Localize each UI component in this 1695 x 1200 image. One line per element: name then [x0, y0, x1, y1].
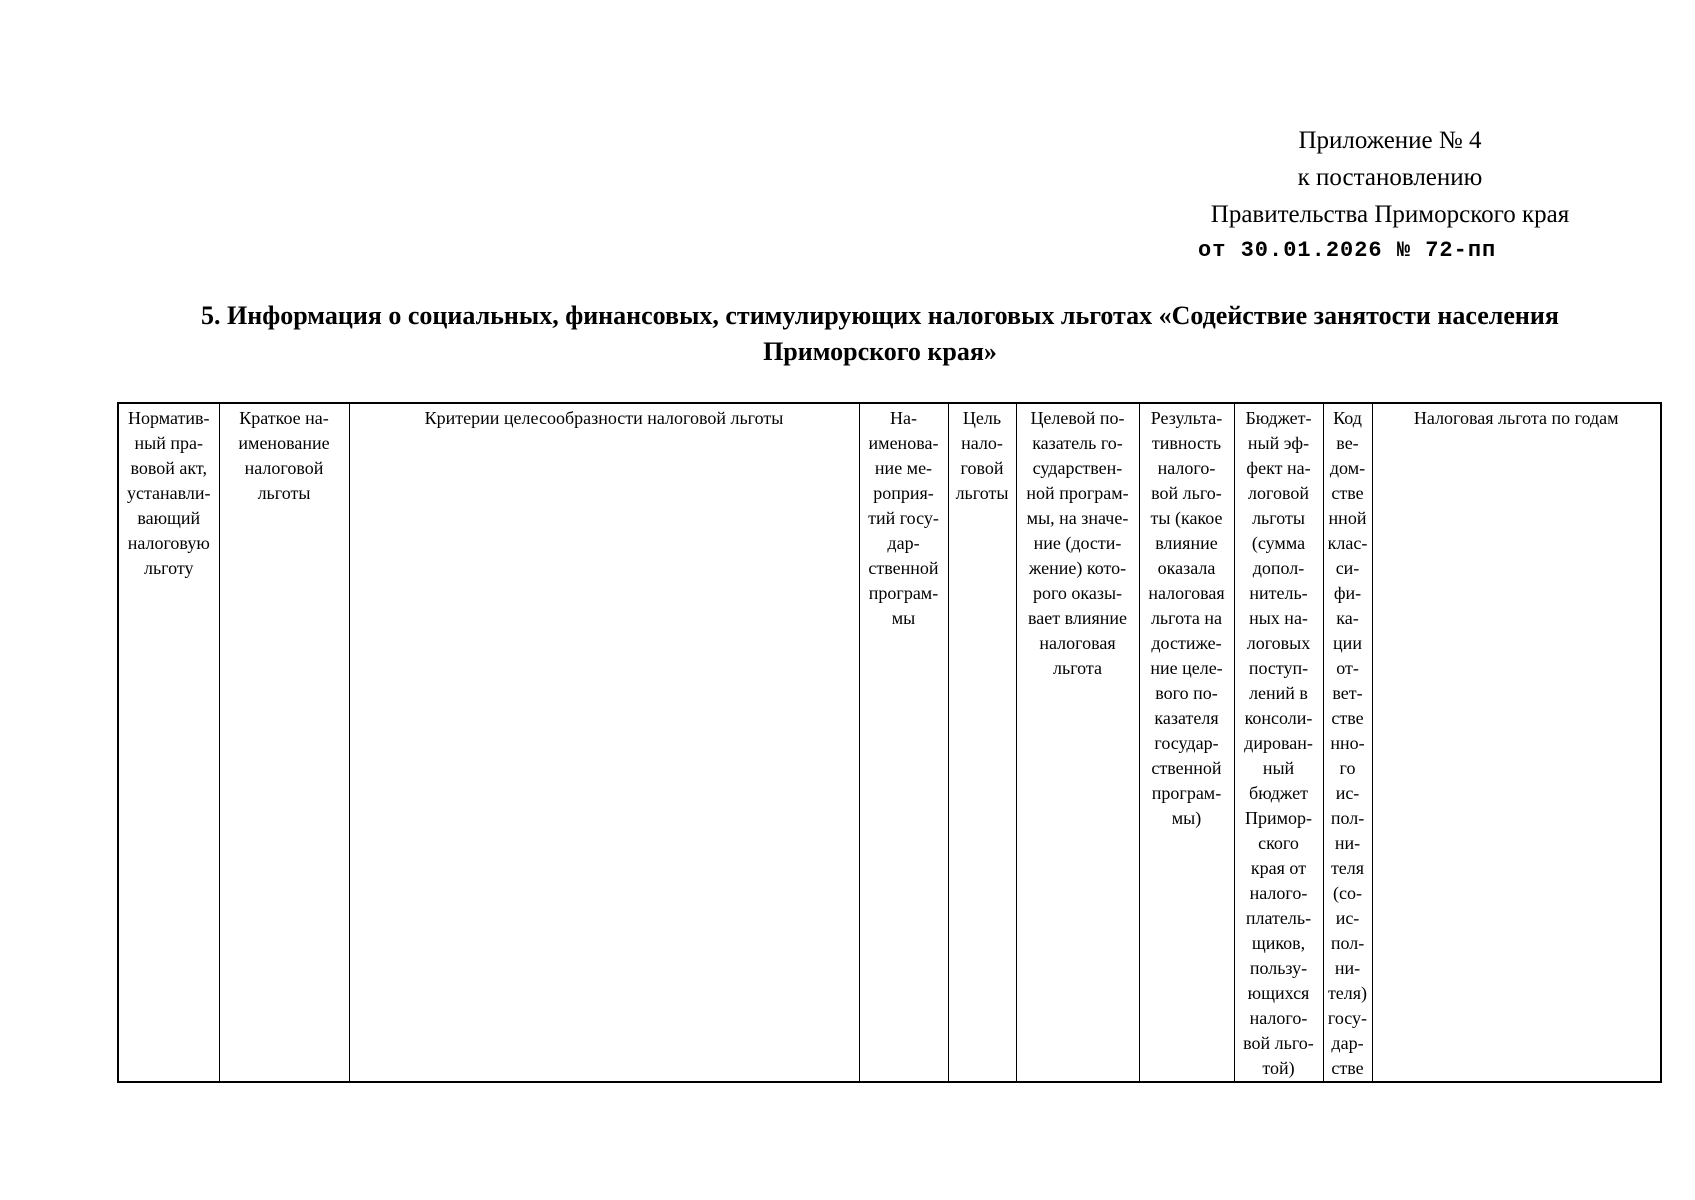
header-text-line: ственной — [1151, 758, 1222, 778]
header-text-line: си- — [1335, 558, 1360, 578]
header-text-line: мы) — [1171, 808, 1202, 828]
header-text-line: ского — [1258, 833, 1299, 853]
header-text-line: нной — [1328, 508, 1367, 528]
header-text-line: вает влияние — [1027, 608, 1128, 628]
header-text-line: влияние — [1155, 533, 1218, 553]
header-text-line: дар- — [887, 533, 920, 553]
header-text-line: платель- — [1245, 908, 1312, 928]
header-text-line: поступ- — [1248, 658, 1309, 678]
header-text-line: стве — [1331, 1058, 1364, 1078]
header-text-line: фект на- — [1246, 458, 1311, 478]
header-text-line: вой льго- — [1243, 1033, 1314, 1053]
header-text-line: налоговую — [127, 533, 210, 553]
header-text-line: налоговой — [244, 458, 324, 478]
header-text-line: ка- — [1336, 608, 1359, 628]
header-text-line: Налоговая льгота по годам — [1413, 408, 1619, 428]
col-criteria — [349, 403, 859, 1082]
header-text-line: Цель — [962, 408, 1002, 428]
col-program-measures — [859, 403, 948, 1082]
header-text-line: дом- — [1329, 458, 1366, 478]
header-text-line: жение) кото- — [1028, 558, 1127, 578]
title-line-2: Приморского края» — [763, 337, 997, 366]
header-text-line: програм- — [1151, 783, 1222, 803]
header-text-line: теля — [1330, 858, 1365, 878]
header-text-line: ственной — [868, 558, 939, 578]
header-text-line: Целевой по- — [1030, 408, 1125, 428]
header-text-line: казателя — [1154, 708, 1219, 728]
header-text-line: роприя- — [873, 483, 934, 503]
title-line-1: 5. Информация о социальных, финансовых, стимулирующих налоговых льготах «Содействие занятости населения — [201, 301, 1559, 330]
header-text-line: бюджет — [1249, 783, 1308, 803]
header-text-line: ный пра- — [134, 433, 203, 453]
header-text-line: Результа- — [1150, 408, 1223, 428]
header-text-line: Код — [1333, 408, 1362, 428]
header-text-line: лений в — [1249, 683, 1308, 703]
header-text-line: льготы — [955, 483, 1009, 503]
header-text-line: государ- — [1154, 733, 1219, 753]
header-text-line: госу- — [1327, 1008, 1368, 1028]
header-text-line: той) — [1262, 1058, 1295, 1078]
header-text-line: налого- — [1157, 458, 1216, 478]
header-text-line: ис- — [1335, 908, 1360, 928]
header-text-line: казатель го- — [1032, 433, 1123, 453]
header-text-line: ты (какое — [1150, 508, 1223, 528]
decree-date-number: от 30.01.2026 № 72-пп — [1198, 238, 1497, 263]
header-text-line: пол- — [1330, 808, 1365, 828]
header-text-line: стве — [1331, 483, 1364, 503]
header-text-line: льгота — [1053, 658, 1102, 678]
header-text-line: допол- — [1252, 558, 1305, 578]
header-text-line: фи- — [1333, 583, 1362, 603]
header-text-line: именова- — [868, 433, 939, 453]
header-text-line: Примор- — [1244, 808, 1313, 828]
header-text-line: Бюджет- — [1245, 408, 1312, 428]
header-text-line: мы, на значе- — [1026, 508, 1129, 528]
header-text-line: вет- — [1332, 683, 1363, 703]
header-text-line: льготы — [1252, 508, 1305, 528]
header-text-line: дирован- — [1244, 733, 1313, 753]
header-text-line: ни- — [1334, 833, 1361, 853]
header-text-line: налоговая — [1148, 583, 1225, 603]
header-text-line: нало- — [961, 433, 1003, 453]
header-text-line: оказала — [1157, 558, 1216, 578]
header-text-line: от- — [1336, 658, 1359, 678]
header-text-line: вовой акт, — [130, 458, 207, 478]
appendix-line: к постановлению — [1297, 164, 1483, 191]
header-text-line: налого- — [1249, 883, 1308, 903]
header-text-line: Краткое на- — [239, 408, 329, 428]
header-text-line: ции — [1333, 633, 1362, 653]
header-text-line: Критерии целесообразности налоговой льготы — [424, 408, 784, 428]
header-text-line: клас- — [1327, 533, 1368, 553]
header-text-line: стве — [1331, 708, 1364, 728]
header-text-line: налоговая — [1039, 633, 1116, 653]
header-text-line: ный — [1262, 758, 1295, 778]
document-title — [100, 298, 1660, 370]
header-text-line: налого- — [1249, 1008, 1308, 1028]
header-text-line: ние целе- — [1150, 658, 1223, 678]
col-benefit-goal — [948, 403, 1016, 1082]
tax-benefits-table — [117, 402, 1662, 1083]
header-text-line: именование — [238, 433, 330, 453]
header-text-line: льготы — [257, 483, 311, 503]
header-text-line: пользу- — [1249, 958, 1308, 978]
header-text-line: ис- — [1335, 783, 1360, 803]
header-text-line: ных на- — [1249, 608, 1308, 628]
col-benefit-by-year — [1372, 403, 1661, 1082]
header-text-line: логовых — [1246, 633, 1311, 653]
col-normative-act — [118, 403, 219, 1082]
header-text-line: говой — [960, 458, 1004, 478]
header-text-line: дар- — [1331, 1033, 1364, 1053]
table-header-row — [118, 403, 1661, 1082]
header-text-line: ве- — [1336, 433, 1359, 453]
header-text-line: ющихся — [1247, 983, 1310, 1003]
header-text-line: льгота на — [1150, 608, 1223, 628]
header-text-line: устанавли- — [126, 483, 211, 503]
header-text-line: края от — [1250, 858, 1307, 878]
header-text-line: пол- — [1330, 933, 1365, 953]
col-benefit-name — [219, 403, 349, 1082]
header-text-line: го — [1339, 758, 1356, 778]
header-text-line: мы — [891, 608, 916, 628]
header-text-line: ние (дости- — [1033, 533, 1122, 553]
col-effectiveness — [1139, 403, 1234, 1082]
header-text-line: ни- — [1334, 958, 1361, 978]
header-text-line: вающий — [137, 508, 201, 528]
header-text-line: тий госу- — [868, 508, 939, 528]
header-text-line: (со- — [1333, 883, 1362, 903]
header-text-line: ной програм- — [1026, 483, 1129, 503]
header-text-line: льготу — [143, 558, 194, 578]
header-text-line: нно- — [1330, 733, 1365, 753]
col-classification-code — [1323, 403, 1372, 1082]
header-text-line: вой льго- — [1151, 483, 1222, 503]
header-text-line: консоли- — [1244, 708, 1313, 728]
appendix-line: Приложение № 4 — [1298, 127, 1482, 154]
appendix-block — [1160, 122, 1620, 269]
header-text-line: вого по- — [1155, 683, 1218, 703]
col-target-indicator — [1016, 403, 1139, 1082]
header-text-line: логовой — [1248, 483, 1309, 503]
header-text-line: На- — [890, 408, 917, 428]
header-text-line: ный эф- — [1247, 433, 1310, 453]
header-text-line: тивность — [1151, 433, 1222, 453]
appendix-line: Правительства Приморского края — [1210, 201, 1570, 228]
header-text-line: (сумма — [1251, 533, 1306, 553]
header-text-line: Норматив- — [127, 408, 210, 428]
header-text-line: ние ме- — [874, 458, 933, 478]
header-text-line: сударствен- — [1032, 458, 1123, 478]
header-text-line: щиков, — [1251, 933, 1306, 953]
col-budget-effect — [1234, 403, 1323, 1082]
header-text-line: достиже- — [1151, 633, 1222, 653]
header-text-line: рого оказы- — [1032, 583, 1123, 603]
header-text-line: теля) — [1327, 983, 1368, 1003]
header-text-line: нитель- — [1249, 583, 1308, 603]
header-text-line: програм- — [868, 583, 939, 603]
